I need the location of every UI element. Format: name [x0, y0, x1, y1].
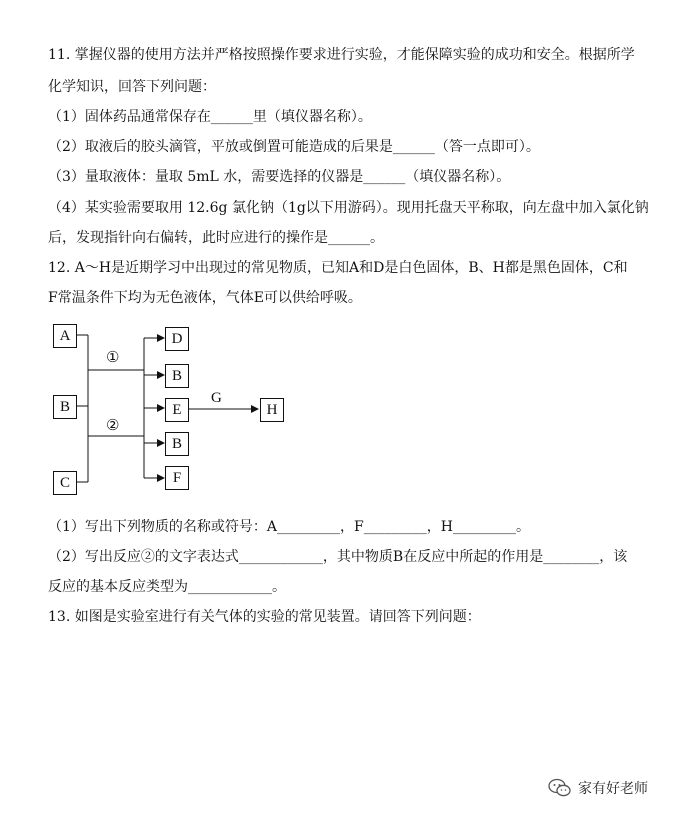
q12-sub1: （1）写出下列物质的名称或符号：A_________，F_________，H_________。 — [48, 519, 530, 535]
q11-sub4-line1: （4）某实验需要取用 12.6g 氯化钠（1g以下用游码）。现用托盘天平称取，向左盘中加入氯化钠 — [48, 200, 649, 216]
q13-stem: 13. 如图是实验室进行有关气体的实验的常见装置。请回答下列问题： — [48, 609, 481, 625]
box-B-product2: B — [165, 432, 189, 456]
box-B-left: B — [53, 395, 77, 419]
box-E: E — [165, 398, 189, 422]
reaction1-label: ① — [106, 350, 120, 366]
q12-stem-line2: F常温条件下均为无色液体，气体E可以供给呼吸。 — [48, 290, 362, 306]
q11-sub1: （1）固体药品通常保存在______里（填仪器名称）。 — [48, 109, 372, 125]
box-D: D — [165, 327, 189, 351]
q11-stem-line1: 11. 掌握仪器的使用方法并严格按照操作要求进行实验，才能保障实验的成功和安全。根据所学 — [48, 47, 635, 63]
q12-sub2-line1: （2）写出反应②的文字表达式____________，其中物质B在反应中所起的作用是________，该 — [48, 549, 628, 565]
box-B-product1: B — [165, 364, 189, 388]
reaction-diagram — [48, 318, 308, 498]
q11-sub4-line2: 后，发现指针向右偏转，此时应进行的操作是______。 — [48, 230, 384, 246]
arrow-label-G: G — [211, 390, 222, 406]
box-H: H — [260, 398, 284, 422]
wechat-icon — [548, 778, 572, 798]
q11-sub2: （2）取液后的胶头滴管，平放或倒置可能造成的后果是______（答一点即可）。 — [48, 139, 540, 155]
box-A: A — [53, 324, 77, 348]
box-C: C — [53, 471, 77, 495]
reaction2-label: ② — [106, 418, 120, 434]
box-F: F — [165, 466, 189, 490]
q11-sub3: （3）量取液体：量取 5mL 水，需要选择的仪器是______（填仪器名称）。 — [48, 169, 511, 185]
q12-stem-line1: 12. A～H是近期学习中出现过的常见物质，已知A和D是白色固体，B、H都是黑色固体，C和 — [48, 260, 628, 276]
watermark — [548, 776, 648, 800]
q12-sub2-line2: 反应的基本反应类型为____________。 — [48, 579, 286, 595]
q11-stem-line2: 化学知识，回答下列问题： — [48, 79, 216, 95]
watermark-text: 家有好老师 — [578, 781, 648, 797]
